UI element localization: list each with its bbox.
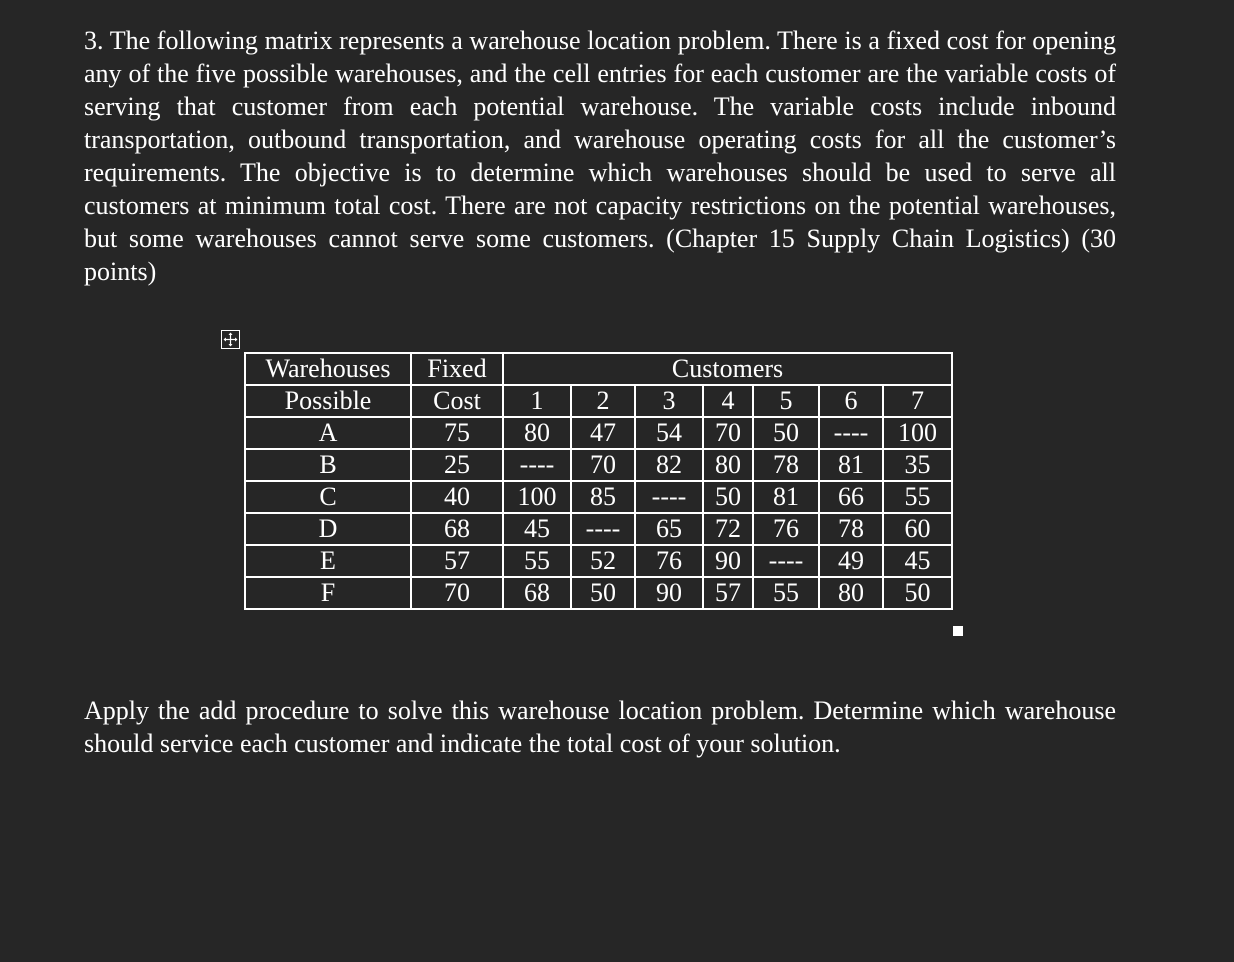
header-row-1 (245, 353, 952, 385)
possible-header: Possible (245, 385, 411, 417)
warehouse-cost-matrix (244, 352, 953, 610)
cost-cell-customer-3: 90 (635, 577, 703, 609)
cost-cell-customer-3: 76 (635, 545, 703, 577)
cost-cell-customer-3: 82 (635, 449, 703, 481)
cost-cell-customer-7: 35 (883, 449, 952, 481)
cost-cell-customer-1: ---- (503, 449, 571, 481)
customer-3-header: 3 (635, 385, 703, 417)
cost-cell-customer-2: 47 (571, 417, 635, 449)
cost-cell-customer-2: 52 (571, 545, 635, 577)
cost-cell-customer-2: 85 (571, 481, 635, 513)
cost-cell-customer-7: 50 (883, 577, 952, 609)
table-row (245, 545, 952, 577)
cost-cell-customer-3: 65 (635, 513, 703, 545)
cost-cell-customer-4: 50 (703, 481, 753, 513)
cost-cell-customer-1: 45 (503, 513, 571, 545)
warehouse-cell: A (245, 417, 411, 449)
move-icon (223, 332, 238, 347)
table-row (245, 449, 952, 481)
table-resize-handle[interactable] (953, 626, 963, 636)
header-row-2 (245, 385, 952, 417)
cost-cell-customer-5: 76 (753, 513, 819, 545)
cost-cell-customer-5: 81 (753, 481, 819, 513)
warehouse-cell: C (245, 481, 411, 513)
customer-1-header: 1 (503, 385, 571, 417)
customer-2-header: 2 (571, 385, 635, 417)
cost-cell-customer-6: 80 (819, 577, 883, 609)
cost-cell-customer-3: 54 (635, 417, 703, 449)
table-row (245, 513, 952, 545)
cost-cell-customer-5: 50 (753, 417, 819, 449)
cost-cell-customer-6: 81 (819, 449, 883, 481)
customers-header: Customers (503, 353, 952, 385)
instruction-text: Apply the add procedure to solve this warehouse location problem. Determine which warehouse should service each customer and indicate the total cost of your solution. (84, 696, 1116, 758)
fixed-cost-cell: 75 (411, 417, 503, 449)
cost-header: Cost (411, 385, 503, 417)
warehouse-cell: F (245, 577, 411, 609)
warehouses-header: Warehouses (245, 353, 411, 385)
cost-cell-customer-6: 66 (819, 481, 883, 513)
table-row (245, 481, 952, 513)
customer-4-header: 4 (703, 385, 753, 417)
cost-cell-customer-5: ---- (753, 545, 819, 577)
cost-cell-customer-3: ---- (635, 481, 703, 513)
warehouse-cell: D (245, 513, 411, 545)
cost-cell-customer-1: 80 (503, 417, 571, 449)
cost-cell-customer-7: 60 (883, 513, 952, 545)
cost-cell-customer-1: 55 (503, 545, 571, 577)
cost-cell-customer-4: 90 (703, 545, 753, 577)
fixed-cost-cell: 57 (411, 545, 503, 577)
question-text: 3. The following matrix represents a warehouse location problem. There is a fixed cost for opening any of the five possible warehouses, and the cell entries for each customer are the variable costs of serving that customer from each potential warehouse. The variable costs include inbound transportation, outbound transportation, and warehouse operating costs for all the customer’s requirements. The objective is to determine which warehouses should be used to serve all customers at minimum total cost. There are not capacity restrictions on the potential warehouses, but some warehouses cannot serve some customers. (Chapter 15 Supply Chain Logistics) (30 points) (84, 26, 1116, 286)
cost-cell-customer-1: 100 (503, 481, 571, 513)
cost-cell-customer-2: 70 (571, 449, 635, 481)
warehouse-cell: B (245, 449, 411, 481)
cost-cell-customer-2: 50 (571, 577, 635, 609)
cost-cell-customer-1: 68 (503, 577, 571, 609)
cost-cell-customer-6: ---- (819, 417, 883, 449)
customer-5-header: 5 (753, 385, 819, 417)
table-row (245, 577, 952, 609)
cost-cell-customer-4: 72 (703, 513, 753, 545)
table-move-handle[interactable] (221, 330, 240, 349)
cost-cell-customer-6: 49 (819, 545, 883, 577)
fixed-cost-cell: 40 (411, 481, 503, 513)
table-row (245, 417, 952, 449)
cost-cell-customer-4: 70 (703, 417, 753, 449)
fixed-cost-cell: 70 (411, 577, 503, 609)
cost-cell-customer-5: 78 (753, 449, 819, 481)
cost-cell-customer-2: ---- (571, 513, 635, 545)
cost-cell-customer-7: 100 (883, 417, 952, 449)
fixed-cost-cell: 25 (411, 449, 503, 481)
cost-cell-customer-7: 55 (883, 481, 952, 513)
warehouse-cell: E (245, 545, 411, 577)
cost-cell-customer-7: 45 (883, 545, 952, 577)
cost-cell-customer-6: 78 (819, 513, 883, 545)
cost-cell-customer-5: 55 (753, 577, 819, 609)
customer-6-header: 6 (819, 385, 883, 417)
cost-cell-customer-4: 57 (703, 577, 753, 609)
fixed-header: Fixed (411, 353, 503, 385)
cost-cell-customer-4: 80 (703, 449, 753, 481)
customer-7-header: 7 (883, 385, 952, 417)
fixed-cost-cell: 68 (411, 513, 503, 545)
